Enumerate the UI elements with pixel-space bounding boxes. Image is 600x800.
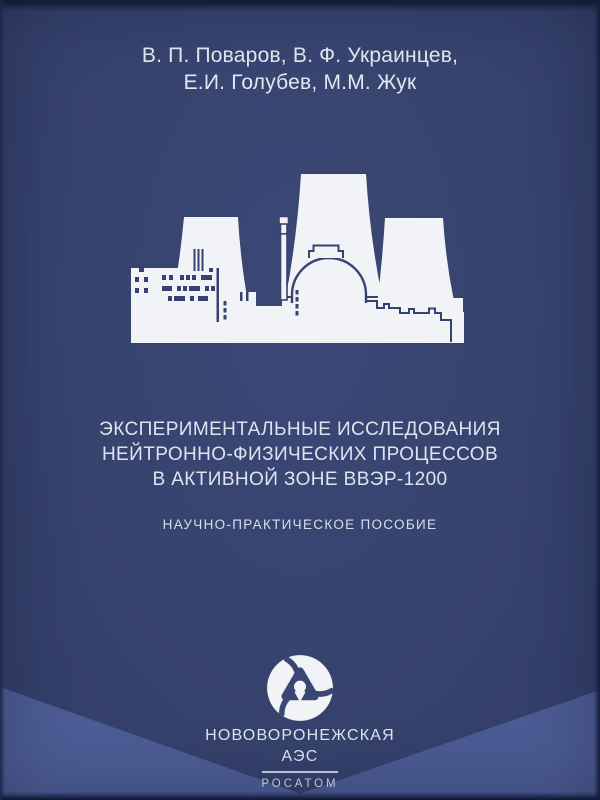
publisher-name-line-2: АЭС	[281, 748, 319, 765]
title-block	[0, 417, 600, 492]
logo-divider	[262, 771, 338, 773]
scan-edge-top	[0, 0, 600, 11]
brand-name: РОСАТОМ	[261, 777, 339, 790]
publisher-name-line-1: НОВОВОРОНЕЖСКАЯ	[205, 727, 395, 744]
rosatom-logo-icon	[265, 653, 335, 723]
scan-edge-bottom	[0, 792, 600, 800]
authors-block	[0, 42, 600, 96]
publisher-logo-block	[0, 653, 600, 790]
title-line-2: НЕЙТРОННО-ФИЗИЧЕСКИХ ПРОЦЕССОВ	[101, 444, 499, 465]
subtitle: НАУЧНО-ПРАКТИЧЕСКОЕ ПОСОБИЕ	[162, 517, 438, 532]
power-plant-silhouette-illustration	[95, 140, 515, 355]
scan-edge-left	[0, 0, 5, 800]
title-line-1: ЭКСПЕРИМЕНТАЛЬНЫЕ ИССЛЕДОВАНИЯ	[99, 419, 501, 440]
author-line-2: Е.И. Голубев, М.М. Жук	[183, 71, 417, 94]
author-line-1: В. П. Поваров, В. Ф. Украинцев,	[141, 44, 459, 67]
scan-edge-right	[594, 0, 600, 800]
title-line-3: В АКТИВНОЙ ЗОНЕ ВВЭР-1200	[152, 469, 448, 490]
